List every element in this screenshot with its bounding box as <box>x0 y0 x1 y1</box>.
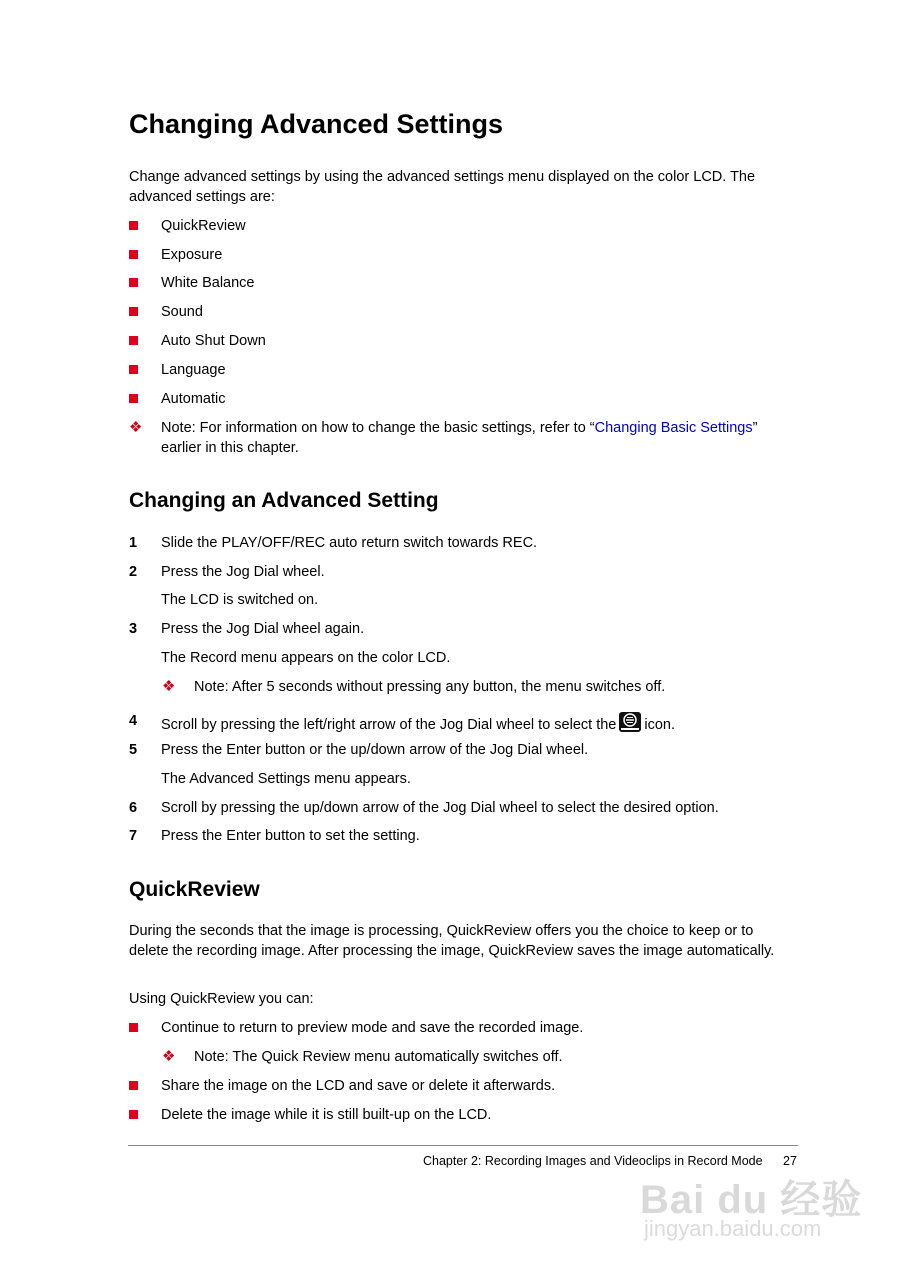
bullet-icon <box>129 1110 138 1119</box>
step-result: The Record menu appears on the color LCD. <box>161 650 451 666</box>
bullet-icon <box>129 250 138 259</box>
watermark-url: jingyan.baidu.com <box>644 1216 822 1241</box>
bullet-icon <box>129 365 138 374</box>
step-text-before: Scroll by pressing the left/right arrow of the Jog Dial wheel to select the <box>161 717 617 733</box>
page-title: Changing Advanced Settings <box>129 109 504 139</box>
list-item: Automatic <box>161 391 226 407</box>
list-item: Exposure <box>161 247 223 263</box>
step-number: 5 <box>129 742 138 758</box>
advanced-settings-icon <box>618 711 642 733</box>
watermark-logo: Bai du 经验 <box>640 1178 863 1222</box>
list-item: Auto Shut Down <box>161 333 266 349</box>
quickreview-paragraph: During the seconds that the image is processing, QuickReview offers you the choice to keep or to delete the recording image. After processing the image, QuickReview saves the image automatically. <box>129 923 775 959</box>
list-item: Language <box>161 362 226 378</box>
list-item: Share the image on the LCD and save or delete it afterwards. <box>161 1078 556 1094</box>
step-text: Press the Jog Dial wheel again. <box>161 621 365 637</box>
step-number: 6 <box>129 800 138 816</box>
bullet-icon <box>129 1081 138 1090</box>
list-item: Delete the image while it is still built-up on the LCD. <box>161 1107 492 1123</box>
note-diamond-icon: ❖ <box>129 419 143 436</box>
step-text: Slide the PLAY/OFF/REC auto return switch towards REC. <box>161 535 538 551</box>
step-note: Note: After 5 seconds without pressing any button, the menu switches off. <box>194 679 666 695</box>
step-number: 1 <box>129 535 138 551</box>
bullet-icon <box>129 336 138 345</box>
bullet-icon <box>129 221 138 230</box>
note-text-end: ” <box>752 420 758 436</box>
list-item: Continue to return to preview mode and save the recorded image. <box>161 1020 584 1036</box>
list-item: White Balance <box>161 275 255 291</box>
note-diamond-icon: ❖ <box>162 1048 176 1065</box>
footer-chapter: Chapter 2: Recording Images and Videoclips in Record Mode <box>423 1154 763 1168</box>
step-text <box>161 711 675 735</box>
list-item: QuickReview <box>161 218 246 234</box>
step-number: 4 <box>129 713 138 729</box>
note-basic-settings <box>161 418 757 438</box>
note-text: Note: For information on how to change the basic settings, refer to “ <box>161 420 595 436</box>
changing-basic-settings-link[interactable]: Changing Basic Settings <box>594 420 753 436</box>
step-text-after: icon. <box>644 717 676 733</box>
step-text: Press the Enter button to set the setting. <box>161 828 420 844</box>
bullet-icon <box>129 394 138 403</box>
intro-paragraph: Change advanced settings by using the advanced settings menu displayed on the color LCD. The advanced settings are: <box>129 169 756 205</box>
bullet-icon <box>129 278 138 287</box>
section-heading-advanced-setting: Changing an Advanced Setting <box>129 489 439 512</box>
step-result: The Advanced Settings menu appears. <box>161 771 411 787</box>
bullet-icon <box>129 1023 138 1032</box>
note-line-2: earlier in this chapter. <box>161 440 299 456</box>
section-heading-quickreview: QuickReview <box>129 878 260 901</box>
note-diamond-icon: ❖ <box>162 678 176 695</box>
step-number: 7 <box>129 828 138 844</box>
step-text: Press the Jog Dial wheel. <box>161 564 325 580</box>
step-text: Press the Enter button or the up/down arrow of the Jog Dial wheel. <box>161 742 589 758</box>
footer-rule <box>128 1145 798 1146</box>
list-item: Sound <box>161 304 203 320</box>
step-result: The LCD is switched on. <box>161 592 319 608</box>
step-text: Scroll by pressing the up/down arrow of the Jog Dial wheel to select the desired option. <box>161 800 719 816</box>
quickreview-note: Note: The Quick Review menu automatically switches off. <box>194 1049 563 1065</box>
step-number: 3 <box>129 621 138 637</box>
bullet-icon <box>129 307 138 316</box>
page-number: 27 <box>783 1154 797 1168</box>
quickreview-intro: Using QuickReview you can: <box>129 991 314 1007</box>
step-number: 2 <box>129 564 138 580</box>
